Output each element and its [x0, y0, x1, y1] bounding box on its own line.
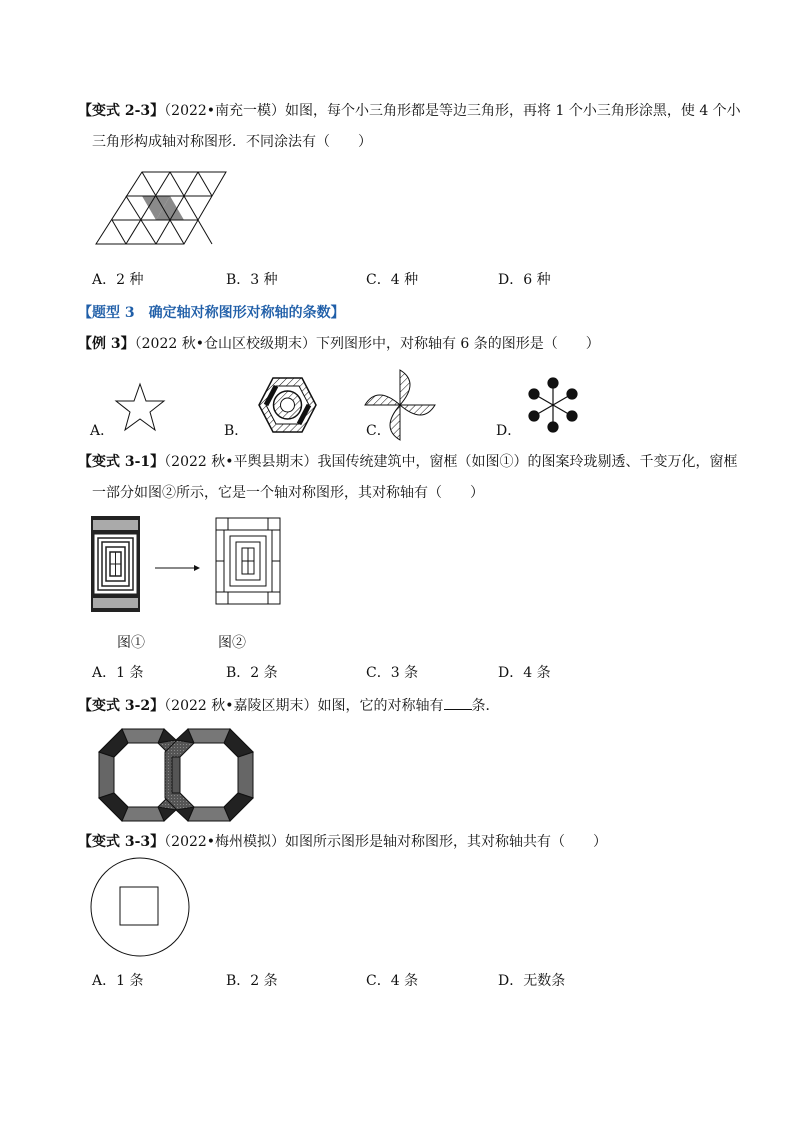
inner-square: [120, 887, 158, 925]
option-d[interactable]: D．无数条: [498, 973, 566, 989]
option-b[interactable]: B．3 种: [226, 272, 278, 288]
label-a[interactable]: A．: [90, 423, 115, 439]
question-tag: 【变式 3-1】: [78, 454, 165, 470]
option-b[interactable]: B．2 条: [226, 973, 278, 989]
label-d[interactable]: D．: [496, 423, 522, 439]
question-2-3-line2: 三角形构成轴对称图形．不同涂法有（ ）: [92, 134, 372, 150]
label-c[interactable]: C．: [366, 423, 391, 439]
question-2-3-line1: 【变式 2-3】（2022•南充一模）如图，每个小三角形都是等边三角形，再将 1 个小三角形涂黑，使 4 个小: [78, 103, 741, 119]
option-a[interactable]: A．2 种: [92, 272, 144, 288]
question-tag: 【变式 3-3】: [78, 834, 165, 850]
question-tag: 【例 3】: [78, 336, 135, 352]
option-d[interactable]: D．6 种: [498, 272, 551, 288]
figure-1-caption: 图①: [117, 635, 145, 651]
label-b[interactable]: B．: [224, 423, 249, 439]
option-a[interactable]: A．1 条: [92, 665, 144, 681]
option-c[interactable]: C．4 条: [366, 973, 419, 989]
option-d[interactable]: D．4 条: [498, 665, 551, 681]
outer-circle: [91, 858, 189, 956]
question-tag: 【变式 3-2】: [78, 698, 165, 714]
option-a[interactable]: A．1 条: [92, 973, 144, 989]
question-3-1-line2: 一部分如图②所示，它是一个轴对称图形，其对称轴有（ ）: [92, 485, 484, 501]
option-c[interactable]: C．3 条: [366, 665, 419, 681]
question-tag: 【变式 2-3】: [78, 103, 165, 119]
option-b[interactable]: B．2 条: [226, 665, 278, 681]
question-3-2-line1: 【变式 3-2】（2022 秋•嘉陵区期末）如图，它的对称轴有 条．: [78, 695, 500, 716]
figure-2-caption: 图②: [218, 635, 246, 651]
option-c[interactable]: C．4 种: [366, 272, 419, 288]
question-3-1-line1: 【变式 3-1】（2022 秋•平舆县期末）我国传统建筑中，窗框（如图①）的图案玲珑剔透、千变万化，窗框: [78, 454, 738, 470]
example-3-line1: 【例 3】（2022 秋•仓山区校级期末）下列图形中，对称轴有 6 条的图形是（ ）: [78, 336, 600, 352]
question-3-3-line1: 【变式 3-3】（2022•梅州模拟）如图所示图形是轴对称图形，其对称轴共有（ ）: [78, 834, 608, 850]
section-heading: 【题型 3 确定轴对称图形对称轴的条数】: [78, 305, 345, 321]
